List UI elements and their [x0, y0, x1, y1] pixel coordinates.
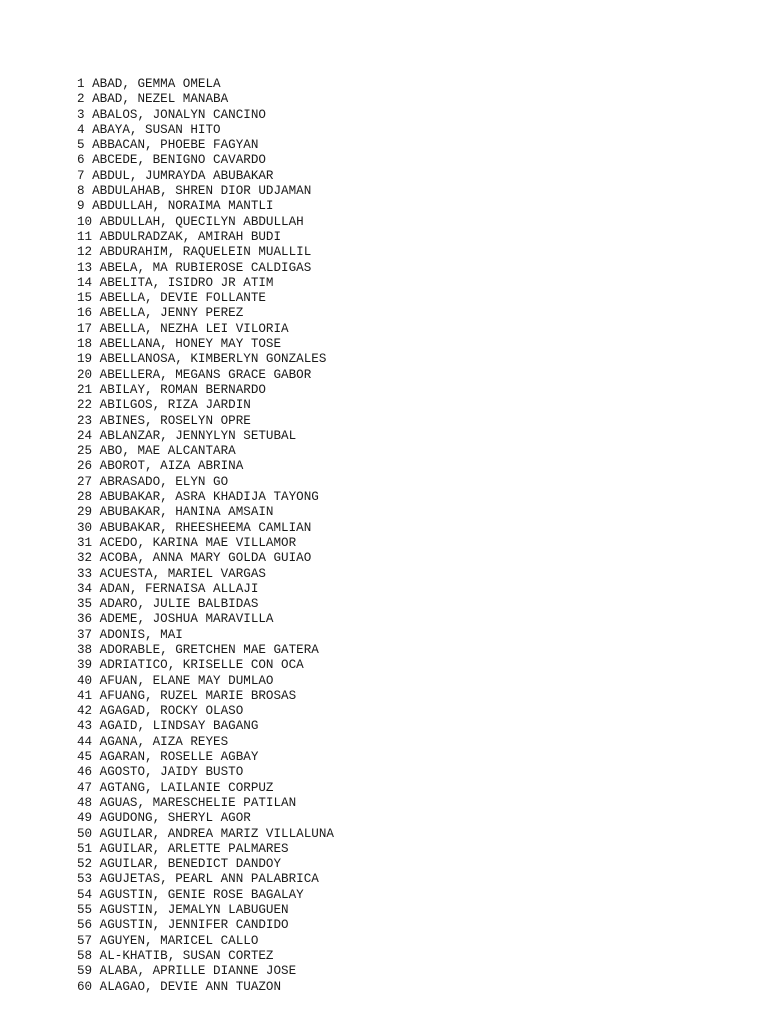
list-item: 54 AGUSTIN, GENIE ROSE BAGALAY [77, 887, 304, 902]
list-item: 49 AGUDONG, SHERYL AGOR [77, 811, 251, 826]
list-item: 37 ADONIS, MAI [77, 627, 183, 642]
list-item: 17 ABELLA, NEZHA LEI VILORIA [77, 321, 289, 336]
list-item: 48 AGUAS, MARESCHELIE PATILAN [77, 795, 297, 810]
name-list [77, 77, 334, 995]
list-item: 15 ABELLA, DEVIE FOLLANTE [77, 291, 266, 306]
list-item: 53 AGUJETAS, PEARL ANN PALABRICA [77, 872, 319, 887]
list-item: 36 ADEME, JOSHUA MARAVILLA [77, 612, 274, 627]
list-item: 22 ABILGOS, RIZA JARDIN [77, 398, 251, 413]
list-item: 9 ABDULLAH, NORAIMA MANTLI [77, 199, 274, 214]
list-item: 39 ADRIATICO, KRISELLE CON OCA [77, 658, 304, 673]
list-item: 12 ABDURAHIM, RAQUELEIN MUALLIL [77, 245, 312, 260]
list-item: 11 ABDULRADZAK, AMIRAH BUDI [77, 229, 282, 244]
list-item: 46 AGOSTO, JAIDY BUSTO [77, 765, 244, 780]
list-item: 52 AGUILAR, BENEDICT DANDOY [77, 857, 282, 872]
list-item: 32 ACOBA, ANNA MARY GOLDA GUIAO [77, 551, 312, 566]
list-item: 13 ABELA, MA RUBIEROSE CALDIGAS [77, 260, 312, 275]
list-item: 3 ABALOS, JONALYN CANCINO [77, 107, 266, 122]
list-item: 50 AGUILAR, ANDREA MARIZ VILLALUNA [77, 826, 334, 841]
list-item: 24 ABLANZAR, JENNYLYN SETUBAL [77, 428, 297, 443]
list-item: 34 ADAN, FERNAISA ALLAJI [77, 581, 259, 596]
list-item: 51 AGUILAR, ARLETTE PALMARES [77, 841, 289, 856]
list-item: 40 AFUAN, ELANE MAY DUMLAO [77, 673, 274, 688]
list-item: 20 ABELLERA, MEGANS GRACE GABOR [77, 367, 312, 382]
list-item: 57 AGUYEN, MARICEL CALLO [77, 933, 259, 948]
list-item: 7 ABDUL, JUMRAYDA ABUBAKAR [77, 168, 274, 183]
list-item: 56 AGUSTIN, JENNIFER CANDIDO [77, 918, 289, 933]
list-item: 27 ABRASADO, ELYN GO [77, 474, 229, 489]
list-item: 19 ABELLANOSA, KIMBERLYN GONZALES [77, 352, 327, 367]
list-item: 26 ABOROT, AIZA ABRINA [77, 459, 244, 474]
list-item: 2 ABAD, NEZEL MANABA [77, 92, 229, 107]
list-item: 43 AGAID, LINDSAY BAGANG [77, 719, 259, 734]
list-item: 1 ABAD, GEMMA OMELA [77, 77, 221, 91]
list-item: 10 ABDULLAH, QUECILYN ABDULLAH [77, 214, 304, 229]
list-item: 60 ALAGAO, DEVIE ANN TUAZON [77, 979, 282, 994]
list-item: 30 ABUBAKAR, RHEESHEEMA CAMLIAN [77, 520, 312, 535]
list-item: 58 AL-KHATIB, SUSAN CORTEZ [77, 948, 274, 963]
list-item: 18 ABELLANA, HONEY MAY TOSE [77, 337, 282, 352]
list-item: 33 ACUESTA, MARIEL VARGAS [77, 566, 266, 581]
list-item: 8 ABDULAHAB, SHREN DIOR UDJAMAN [77, 184, 312, 199]
list-item: 59 ALABA, APRILLE DIANNE JOSE [77, 964, 297, 979]
list-item: 35 ADARO, JULIE BALBIDAS [77, 597, 259, 612]
list-item: 5 ABBACAN, PHOEBE FAGYAN [77, 138, 259, 153]
list-item: 55 AGUSTIN, JEMALYN LABUGUEN [77, 903, 289, 918]
list-item: 47 AGTANG, LAILANIE CORPUZ [77, 780, 274, 795]
list-item: 23 ABINES, ROSELYN OPRE [77, 413, 251, 428]
list-item: 45 AGARAN, ROSELLE AGBAY [77, 750, 259, 765]
list-item: 29 ABUBAKAR, HANINA AMSAIN [77, 505, 274, 520]
list-item: 21 ABILAY, ROMAN BERNARDO [77, 382, 266, 397]
list-item: 14 ABELITA, ISIDRO JR ATIM [77, 275, 274, 290]
list-item: 31 ACEDO, KARINA MAE VILLAMOR [77, 535, 297, 550]
list-item: 4 ABAYA, SUSAN HITO [77, 122, 221, 137]
list-item: 42 AGAGAD, ROCKY OLASO [77, 704, 244, 719]
list-item: 41 AFUANG, RUZEL MARIE BROSAS [77, 688, 297, 703]
list-item: 25 ABO, MAE ALCANTARA [77, 444, 236, 459]
list-item: 44 AGANA, AIZA REYES [77, 734, 229, 749]
list-item: 16 ABELLA, JENNY PEREZ [77, 306, 244, 321]
list-item: 28 ABUBAKAR, ASRA KHADIJA TAYONG [77, 490, 319, 505]
list-item: 6 ABCEDE, BENIGNO CAVARDO [77, 153, 266, 168]
list-item: 38 ADORABLE, GRETCHEN MAE GATERA [77, 642, 319, 657]
